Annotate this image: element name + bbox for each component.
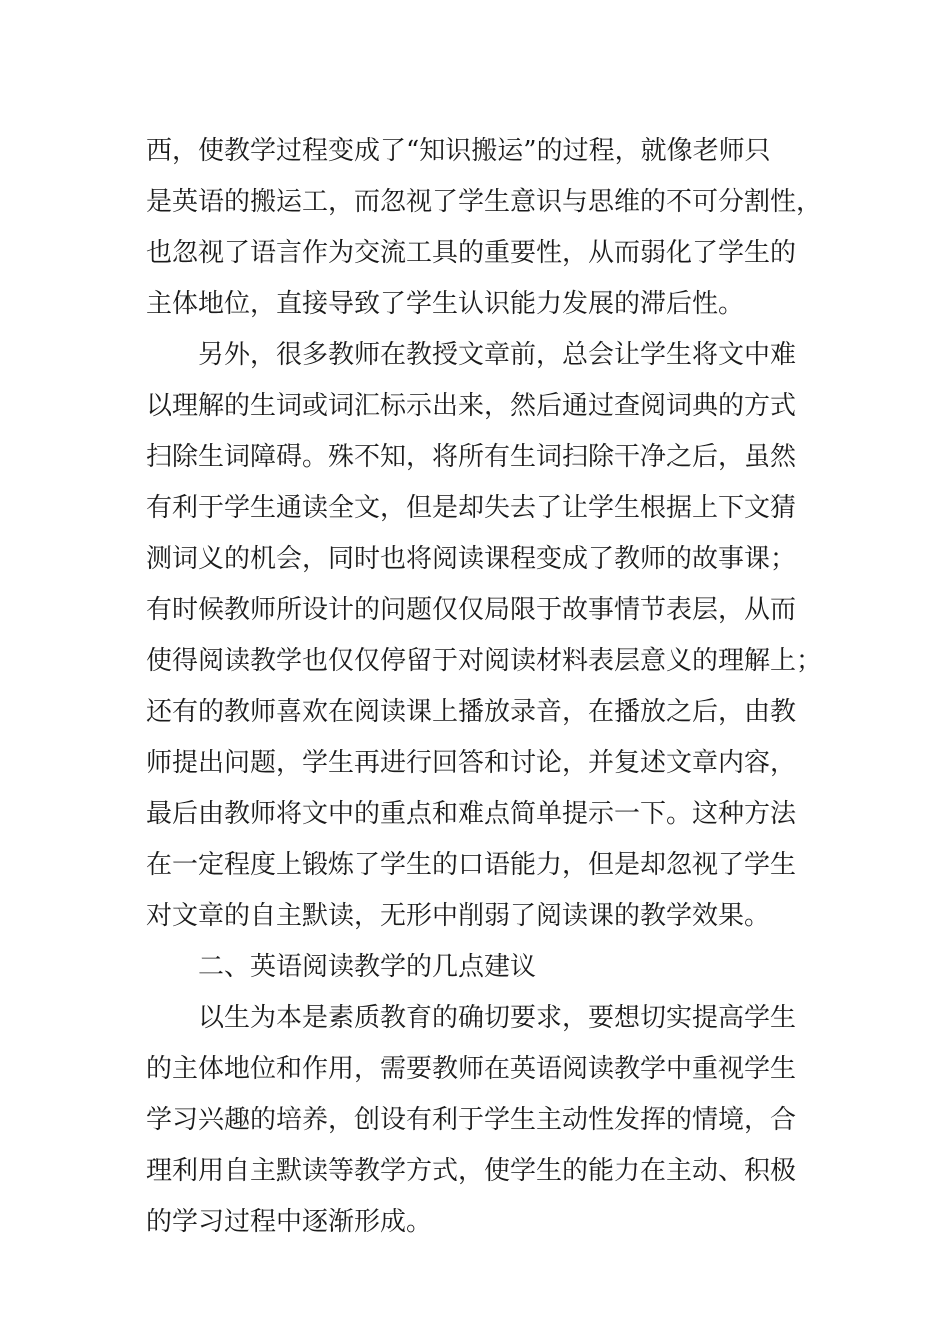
- text-line: 以生为本是素质教育的确切要求，要想切实提高学生: [198, 1003, 797, 1033]
- text-line: 学习兴趣的培养，创设有利于学生主动性发挥的情境，合: [146, 1105, 797, 1135]
- text-line: 也忽视了语言作为交流工具的重要性，从而弱化了学生的: [146, 238, 797, 268]
- document-body: [146, 126, 823, 1248]
- text-line: 的主体地位和作用，需要教师在英语阅读教学中重视学生: [146, 1054, 797, 1084]
- text-line: 对文章的自主默读，无形中削弱了阅读课的教学效果。: [146, 901, 771, 931]
- text-line: 是英语的搬运工，而忽视了学生意识与思维的不可分割性，: [146, 187, 823, 217]
- text-line: 测词义的机会，同时也将阅读课程变成了教师的故事课；: [146, 544, 797, 574]
- text-line: 在一定程度上锻炼了学生的口语能力，但是却忽视了学生: [146, 850, 797, 880]
- text-line: 有时候教师所设计的问题仅仅局限于故事情节表层，从而: [146, 595, 797, 625]
- text-line: 理利用自主默读等教学方式，使学生的能力在主动、积极: [146, 1156, 797, 1186]
- text-line: 有利于学生通读全文，但是却失去了让学生根据上下文猜: [146, 493, 797, 523]
- text-line: 西，使教学过程变成了“知识搬运”的过程，就像老师只: [146, 136, 771, 166]
- text-line: 另外，很多教师在教授文章前，总会让学生将文中难: [198, 340, 797, 370]
- text-line: 的学习过程中逐渐形成。: [146, 1207, 433, 1237]
- text-line: 师提出问题，学生再进行回答和讨论，并复述文章内容，: [146, 748, 797, 778]
- text-line: 使得阅读教学也仅仅停留于对阅读材料表层意义的理解上；: [146, 646, 823, 676]
- text-line: 二、英语阅读教学的几点建议: [198, 952, 537, 982]
- text-line: 扫除生词障碍。殊不知，将所有生词扫除干净之后，虽然: [146, 442, 797, 472]
- text-line: 主体地位，直接导致了学生认识能力发展的滞后性。: [146, 289, 745, 319]
- text-line: 还有的教师喜欢在阅读课上播放录音，在播放之后，由教: [146, 697, 797, 727]
- text-line: 最后由教师将文中的重点和难点简单提示一下。这种方法: [146, 799, 797, 829]
- text-line: 以理解的生词或词汇标示出来，然后通过查阅词典的方式: [146, 391, 797, 421]
